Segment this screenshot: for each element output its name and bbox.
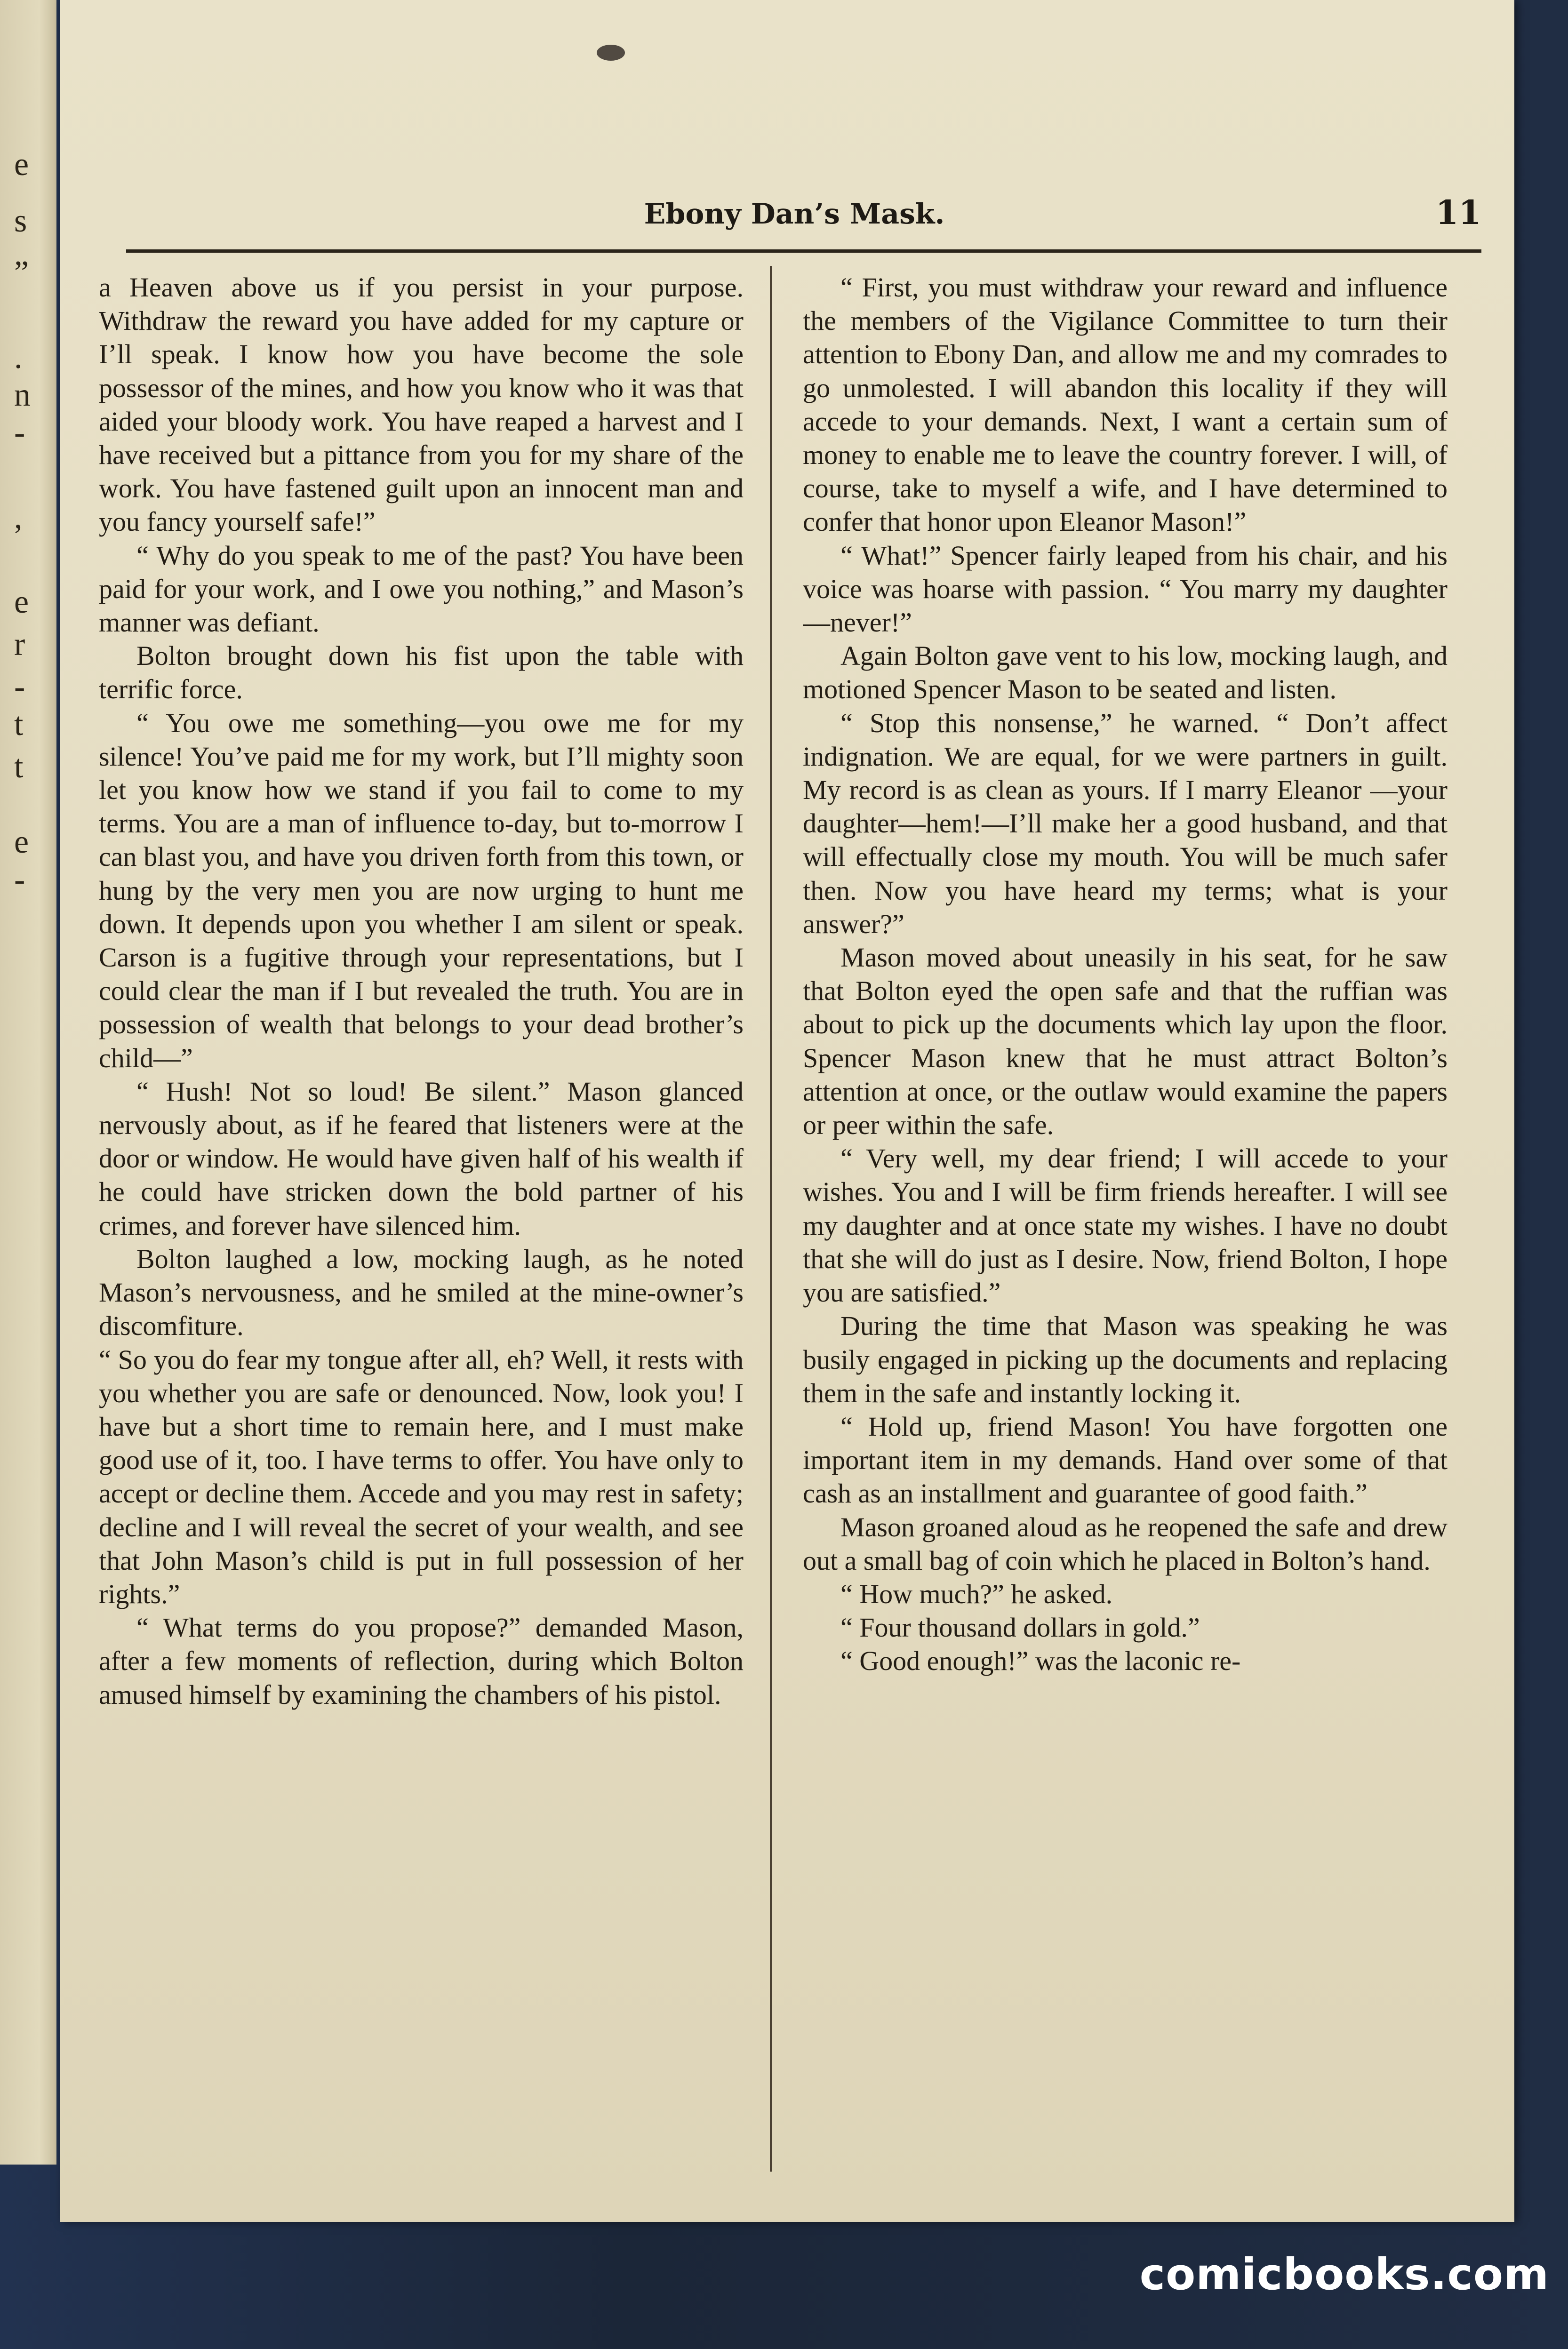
prev-page-fragment: e <box>14 146 29 183</box>
paragraph: “ So you do fear my tongue after all, eh? Well, it rests with you whether you are safe or denounced. Now, look you! I have but a short time to remain here, and I must make good use of it, too. I have terms to offer. You have only to accept or decline them. Accede and you may rest in safety; decline and I will reveal the secret of your wealth, and see that John Mason’s child is put in full possession of her rights.” <box>99 1344 744 1609</box>
previous-page-edge <box>0 0 56 2165</box>
paragraph: “ What terms do you propose?” demanded Mason, after a few moments of reflection, during which Bolton amused himself by examining the chambers of his pistol. <box>99 1612 744 1710</box>
prev-page-fragment: t <box>14 706 24 743</box>
paragraph: “ How much?” he asked. <box>840 1578 1113 1609</box>
prev-page-fragment: e <box>14 584 29 620</box>
paragraph: “ Stop this nonsense,” he warned. “ Don’t affect indignation. We are equal, for we were partners in guilt. My record is as clean as yours. If I marry Eleanor —your daughter—hem!—I’ll make her a good husband, and that will effectually close my mouth. You will be much safer then. Now you have heard my terms; what is your answer?” <box>803 707 1448 939</box>
paragraph: “ First, you must withdraw your reward and influence the members of the Vigilance Committee to turn their attention to Ebony Dan, and allow me and my comrades to go unmolested. I will abandon this locality if they will accede to your demands. Next, I want a certain sum of money to enable me to leave the country forever. I will, of course, take to myself a wife, and I have determined to confer that honor upon Eleanor Mason!” <box>803 272 1448 537</box>
prev-page-fragment: - <box>14 669 25 705</box>
paragraph: Mason moved about uneasily in his seat, for he saw that Bolton eyed the open safe and that the ruffian was about to pick up the documents which lay upon the floor. Spencer Mason knew that he must attract Bolton’s attention at once, or the outlaw would examine the papers or peer within the safe. <box>803 942 1448 1141</box>
paragraph: “ What!” Spencer fairly leaped from his chair, and his voice was hoarse with passion. “ You marry my daughter—never!” <box>803 540 1448 638</box>
paragraph: During the time that Mason was speaking he was busily engaged in picking up the documents and replacing them in the safe and instantly locking it. <box>803 1310 1448 1408</box>
ink-smudge <box>597 45 625 61</box>
paragraph: Bolton brought down his fist upon the table with terrific force. <box>99 640 744 705</box>
paragraph: “ Four thousand dollars in gold.” <box>840 1612 1200 1643</box>
page-number: 11 <box>1435 193 1481 232</box>
paragraph: “ Very well, my dear friend; I will accede to your wishes. You and I will be firm friends hereafter. I will see my daughter and at once state my wishes. I have no doubt that she will do just as I desire. Now, friend Bolton, I hope you are satisfied.” <box>803 1143 1448 1308</box>
column-divider <box>770 266 772 2172</box>
prev-page-fragment: . <box>14 339 23 376</box>
site-watermark: comicbooks.com <box>1139 2249 1549 2300</box>
prev-page-fragment: ” <box>14 255 29 291</box>
prev-page-fragment: - <box>14 862 25 898</box>
running-header <box>107 188 1481 245</box>
paragraph: “ You owe me something—you owe me for my silence! You’ve paid me for my work, but I’ll mighty soon let you know how we stand if you fail to come to my terms. You are a man of influence to-day, but to-morrow I can blast you, and have you driven forth from this town, or hung by the very men you are now urging to hunt me down. It depends upon you whether I am silent or speak. Carson is a fugitive through your representations, but I could clear the man if I but revealed the truth. You are in possession of wealth that belongs to your dead brother’s child—” <box>99 707 744 1073</box>
prev-page-fragment: - <box>14 415 25 451</box>
paragraph: “ Hush! Not so loud! Be silent.” Mason glanced nervously about, as if he feared that listeners were at the door or window. He would have given half of his wealth if he could have stricken down the bold partner of his crimes, and forever have silenced him. <box>99 1076 744 1241</box>
prev-page-fragment: n <box>14 377 31 413</box>
paragraph: Bolton laughed a low, mocking laugh, as he noted Mason’s nervousness, and he smiled at the mine-owner’s discomfiture. <box>99 1243 744 1342</box>
prev-page-fragment: t <box>14 749 24 785</box>
header-rule <box>126 249 1481 253</box>
paragraph: “ Hold up, friend Mason! You have forgotten one important item in my demands. Hand over some of that cash as an installment and guarantee of good faith.” <box>803 1411 1448 1509</box>
prev-page-fragment: , <box>14 499 23 535</box>
paragraph: “ Good enough!” was the laconic re- <box>840 1646 1241 1677</box>
paragraph: a Heaven above us if you persist in your purpose. Withdraw the reward you have added for my capture or I’ll speak. I know how you have become the sole possessor of the mines, and how you know who it was that aided your bloody work. You have reaped a harvest and I have received but a pittance from you for my share of the work. You have fastened guilt upon an innocent man and you fancy yourself safe!” <box>99 272 744 537</box>
running-title: Ebony Dan’s Mask. <box>644 198 945 231</box>
left-column <box>99 271 744 2181</box>
paragraph: Again Bolton gave vent to his low, mocking laugh, and motioned Spencer Mason to be seated and listen. <box>803 640 1448 705</box>
prev-page-fragment: e <box>14 824 29 860</box>
paragraph: “ Why do you speak to me of the past? You have been paid for your work, and I owe you nothing,” and Mason’s manner was defiant. <box>99 540 744 638</box>
right-column <box>803 271 1448 2181</box>
prev-page-fragment: r <box>14 626 25 663</box>
prev-page-fragment: s <box>14 203 27 239</box>
paragraph: Mason groaned aloud as he reopened the safe and drew out a small bag of coin which he placed in Bolton’s hand. <box>803 1511 1448 1576</box>
book-page <box>60 0 1514 2222</box>
